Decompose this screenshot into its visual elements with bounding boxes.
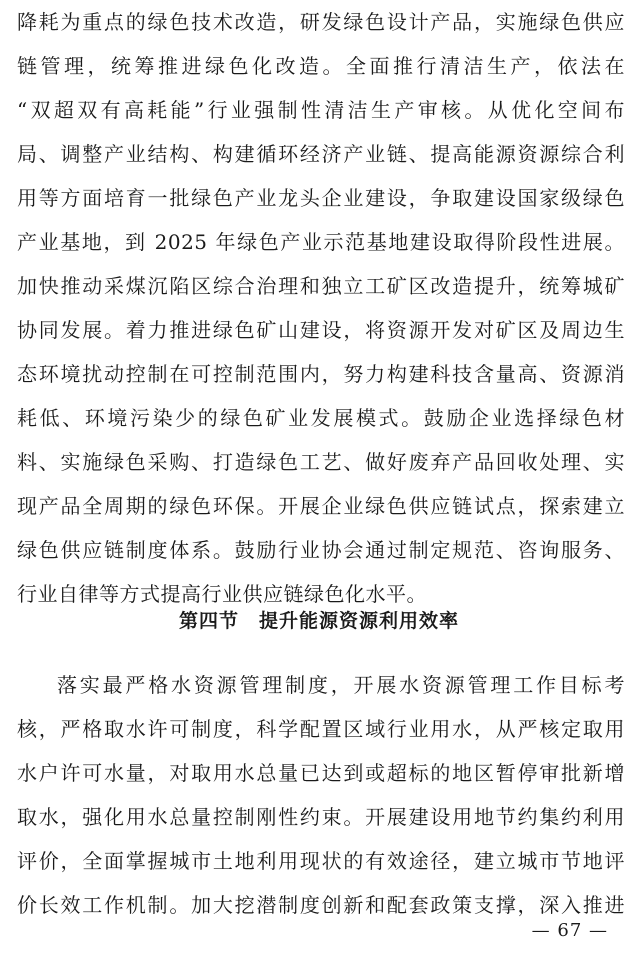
text-line: 态环境扰动控制在可控制范围内，努力构建科技含量高、资源消 bbox=[17, 362, 625, 386]
text-line: 协同发展。着力推进绿色矿山建设，将资源开发对矿区及周边生 bbox=[17, 318, 625, 342]
text-line: 现产品全周期的绿色环保。开展企业绿色供应链试点，探索建立 bbox=[17, 494, 625, 518]
text-line: 链管理，统筹推进绿色化改造。全面推行清洁生产，依法在 bbox=[17, 54, 625, 78]
text-line: 价长效工作机制。加大挖潜制度创新和配套政策支撑，深入推进 bbox=[17, 893, 625, 917]
text-line: 核，严格取水许可制度，科学配置区域行业用水，从严核定取用 bbox=[17, 717, 625, 741]
text-line: 耗低、环境污染少的绿色矿业发展模式。鼓励企业选择绿色材 bbox=[17, 406, 625, 430]
text-line: 行业自律等方式提高行业供应链绿色化水平。 bbox=[17, 582, 427, 606]
text-line: 加快推动采煤沉陷区综合治理和独立工矿区改造提升，统筹城矿 bbox=[17, 274, 625, 298]
text-line: “双超双有高耗能”行业强制性清洁生产审核。从优化空间布 bbox=[17, 98, 625, 122]
section-heading: 第四节 提升能源资源利用效率 bbox=[178, 610, 459, 632]
body-paragraph-1 bbox=[17, 0, 625, 616]
text-line: 评价，全面掌握城市土地利用现状的有效途径，建立城市节地评 bbox=[17, 849, 625, 873]
text-line: 水户许可水量，对取用水总量已达到或超标的地区暂停审批新增 bbox=[17, 761, 625, 785]
text-line: 产业基地，到 2025 年绿色产业示范基地建设取得阶段性进展。 bbox=[17, 230, 625, 254]
text-line: 绿色供应链制度体系。鼓励行业协会通过制定规范、咨询服务、 bbox=[17, 538, 625, 562]
text-line: 用等方面培育一批绿色产业龙头企业建设，争取建设国家级绿色 bbox=[17, 186, 625, 210]
page-number: — 67 — bbox=[531, 920, 608, 941]
text-line: 局、调整产业结构、构建循环经济产业链、提高能源资源综合利 bbox=[17, 142, 625, 166]
text-line: 取水，强化用水总量控制刚性约束。开展建设用地节约集约利用 bbox=[17, 805, 625, 829]
text-line: 料、实施绿色采购、打造绿色工艺、做好废弃产品回收处理、实 bbox=[17, 450, 625, 474]
text-line: 落实最严格水资源管理制度，开展水资源管理工作目标考 bbox=[57, 673, 625, 697]
body-paragraph-2 bbox=[17, 663, 625, 927]
text-line: 降耗为重点的绿色技术改造，研发绿色设计产品，实施绿色供应 bbox=[17, 10, 625, 34]
